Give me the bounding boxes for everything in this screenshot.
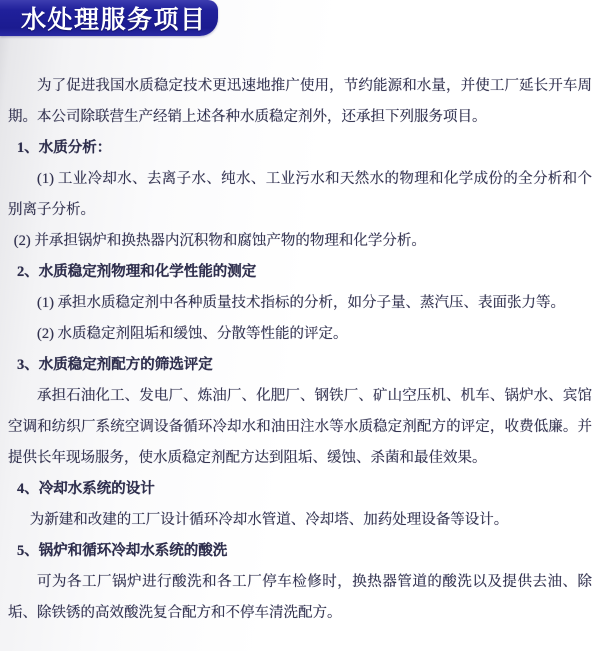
section-5-heading: 5、锅炉和循环冷却水系统的酸洗 [17, 543, 228, 559]
section-1-item-1: (1) 工业冷却水、去离子水、纯水、工业污水和天然水的物理和化学成份的全分析和个别离子分析。 [8, 171, 592, 218]
intro-paragraph: 为了促进我国水质稳定技术更迅速地推广使用，节约能源和水量，并使工厂延长开车周期。本公司除联营生产经销上述各种水质稳定剂外，还承担下列服务项目。 [8, 78, 592, 125]
document-body [8, 71, 592, 629]
section-3-paragraph: 承担石油化工、发电厂、炼油厂、化肥厂、钢铁厂、矿山空压机、机车、锅炉水、宾馆空调和纺织厂系统空调设备循环冷却水和油田注水等水质稳定剂配方的评定，收费低廉。并提供长年现场服务，使水质稳定剂配方达到阻垢、缓蚀、杀菌和最佳效果。 [8, 388, 592, 466]
page-title: 水处理服务项目 [21, 6, 207, 34]
section-1-heading: 1、水质分析： [17, 140, 112, 156]
section-2-item-1: (1) 承担水质稳定剂中各种质量技术指标的分析，如分子量、蒸汽压、表面张力等。 [37, 295, 566, 311]
section-2-heading: 2、水质稳定剂物理和化学性能的测定 [17, 264, 257, 280]
section-3-heading: 3、水质稳定剂配方的筛选评定 [17, 357, 213, 373]
section-4-paragraph: 为新建和改建的工厂设计循环冷却水管道、冷却塔、加药处理设备等设计。 [29, 512, 509, 528]
section-1-item-2: (2) 并承担锅炉和换热器内沉积物和腐蚀产物的物理和化学分析。 [13, 233, 426, 249]
section-4-heading: 4、冷却水系统的设计 [17, 481, 155, 497]
section-2-item-2: (2) 水质稳定剂阻垢和缓蚀、分散等性能的评定。 [37, 326, 348, 342]
title-badge [0, 0, 218, 36]
section-5-paragraph: 可为各工厂锅炉进行酸洗和各工厂停车检修时，换热器管道的酸洗以及提供去油、除垢、除铁锈的高效酸洗复合配方和不停车清洗配方。 [8, 574, 592, 621]
